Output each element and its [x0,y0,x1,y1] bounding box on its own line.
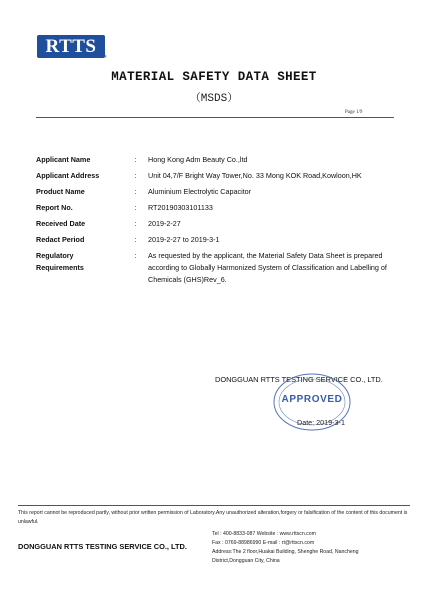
info-row-applicant-address [36,170,396,186]
document-title: MATERIAL SAFETY DATA SHEET [111,70,317,84]
info-value: 2019-2-27 [148,219,181,228]
logo-text: RTTS [45,35,97,57]
footer-fax-email: Fax : 0769-88986990 E-mail : rt@rttscn.com [212,540,315,546]
page-number: Page 1/9 [345,110,363,115]
info-value: Hong Kong Adm Beauty Co.,ltd [148,155,248,164]
footer-divider [18,505,410,506]
info-value: Unit 04,7/F Bright Way Tower,No. 33 Mong KOK Road,Kowloon,HK [148,171,362,180]
info-label [36,250,128,274]
regulatory-label-line2: Requirements [36,263,84,272]
info-colon: ： [134,251,142,260]
info-colon: ： [134,203,142,212]
approved-stamp [266,370,358,440]
info-label: Received Date [36,219,86,228]
info-colon: ： [134,219,142,228]
info-row-received-date [36,218,396,234]
footer-contact-block [212,530,412,566]
regulatory-label-line1: Regulatory [36,251,74,260]
rtts-logo [37,35,105,58]
footer-tel-website: Tel : 400-8833-087 Website : www.rttscn.com [212,531,316,537]
issuer-company: DONGGUAN RTTS TESTING SERVICE CO., LTD. [215,375,383,384]
info-value: 2019-2-27 to 2019-3-1 [148,235,220,244]
info-row-report-no [36,202,396,218]
footer-address-line2: District,Dongguan City, China [212,558,280,564]
footer-address-line1: Address:The 2 floor,Huakai Building, Shenghe Road, Nancheng [212,549,359,555]
info-colon: ： [134,155,142,164]
info-colon: ： [134,171,142,180]
logo-registered-mark: ® [104,54,107,59]
info-label: Product Name [36,187,85,196]
info-value: Aluminium Electrolytic Capacitor [148,187,252,196]
info-label: Redact Period [36,235,85,244]
footer-company-name: DONGGUAN RTTS TESTING SERVICE CO., LTD. [18,542,187,551]
info-row-applicant-name [36,154,396,170]
info-label: Applicant Address [36,171,100,180]
info-colon: ： [134,187,142,196]
regulatory-value: As requested by the applicant, the Material Safety Data Sheet is prepared according to Globally Harmonized System of Classification and Labelling of Chemicals (GHS)Rev_6. [148,251,387,284]
document-subtitle: （MSDS） [189,93,239,105]
info-label: Applicant Name [36,155,91,164]
info-label: Report No. [36,203,73,212]
footer-disclaimer: This report cannot be reproduced partly, without prior written permission of Laboratory.Any unauthorized alteration,forgery or falsification of the content of this document is unlawful. [18,510,408,525]
info-value: RT20190303101133 [148,203,213,212]
header-divider [36,117,394,118]
info-row-redact-period [36,234,396,250]
info-row-regulatory [36,250,396,290]
approval-date: Date: 2019-3-1 [297,418,345,427]
info-row-product-name [36,186,396,202]
info-table [36,154,396,290]
stamp-text: APPROVED [281,394,343,405]
info-colon: ： [134,235,142,244]
